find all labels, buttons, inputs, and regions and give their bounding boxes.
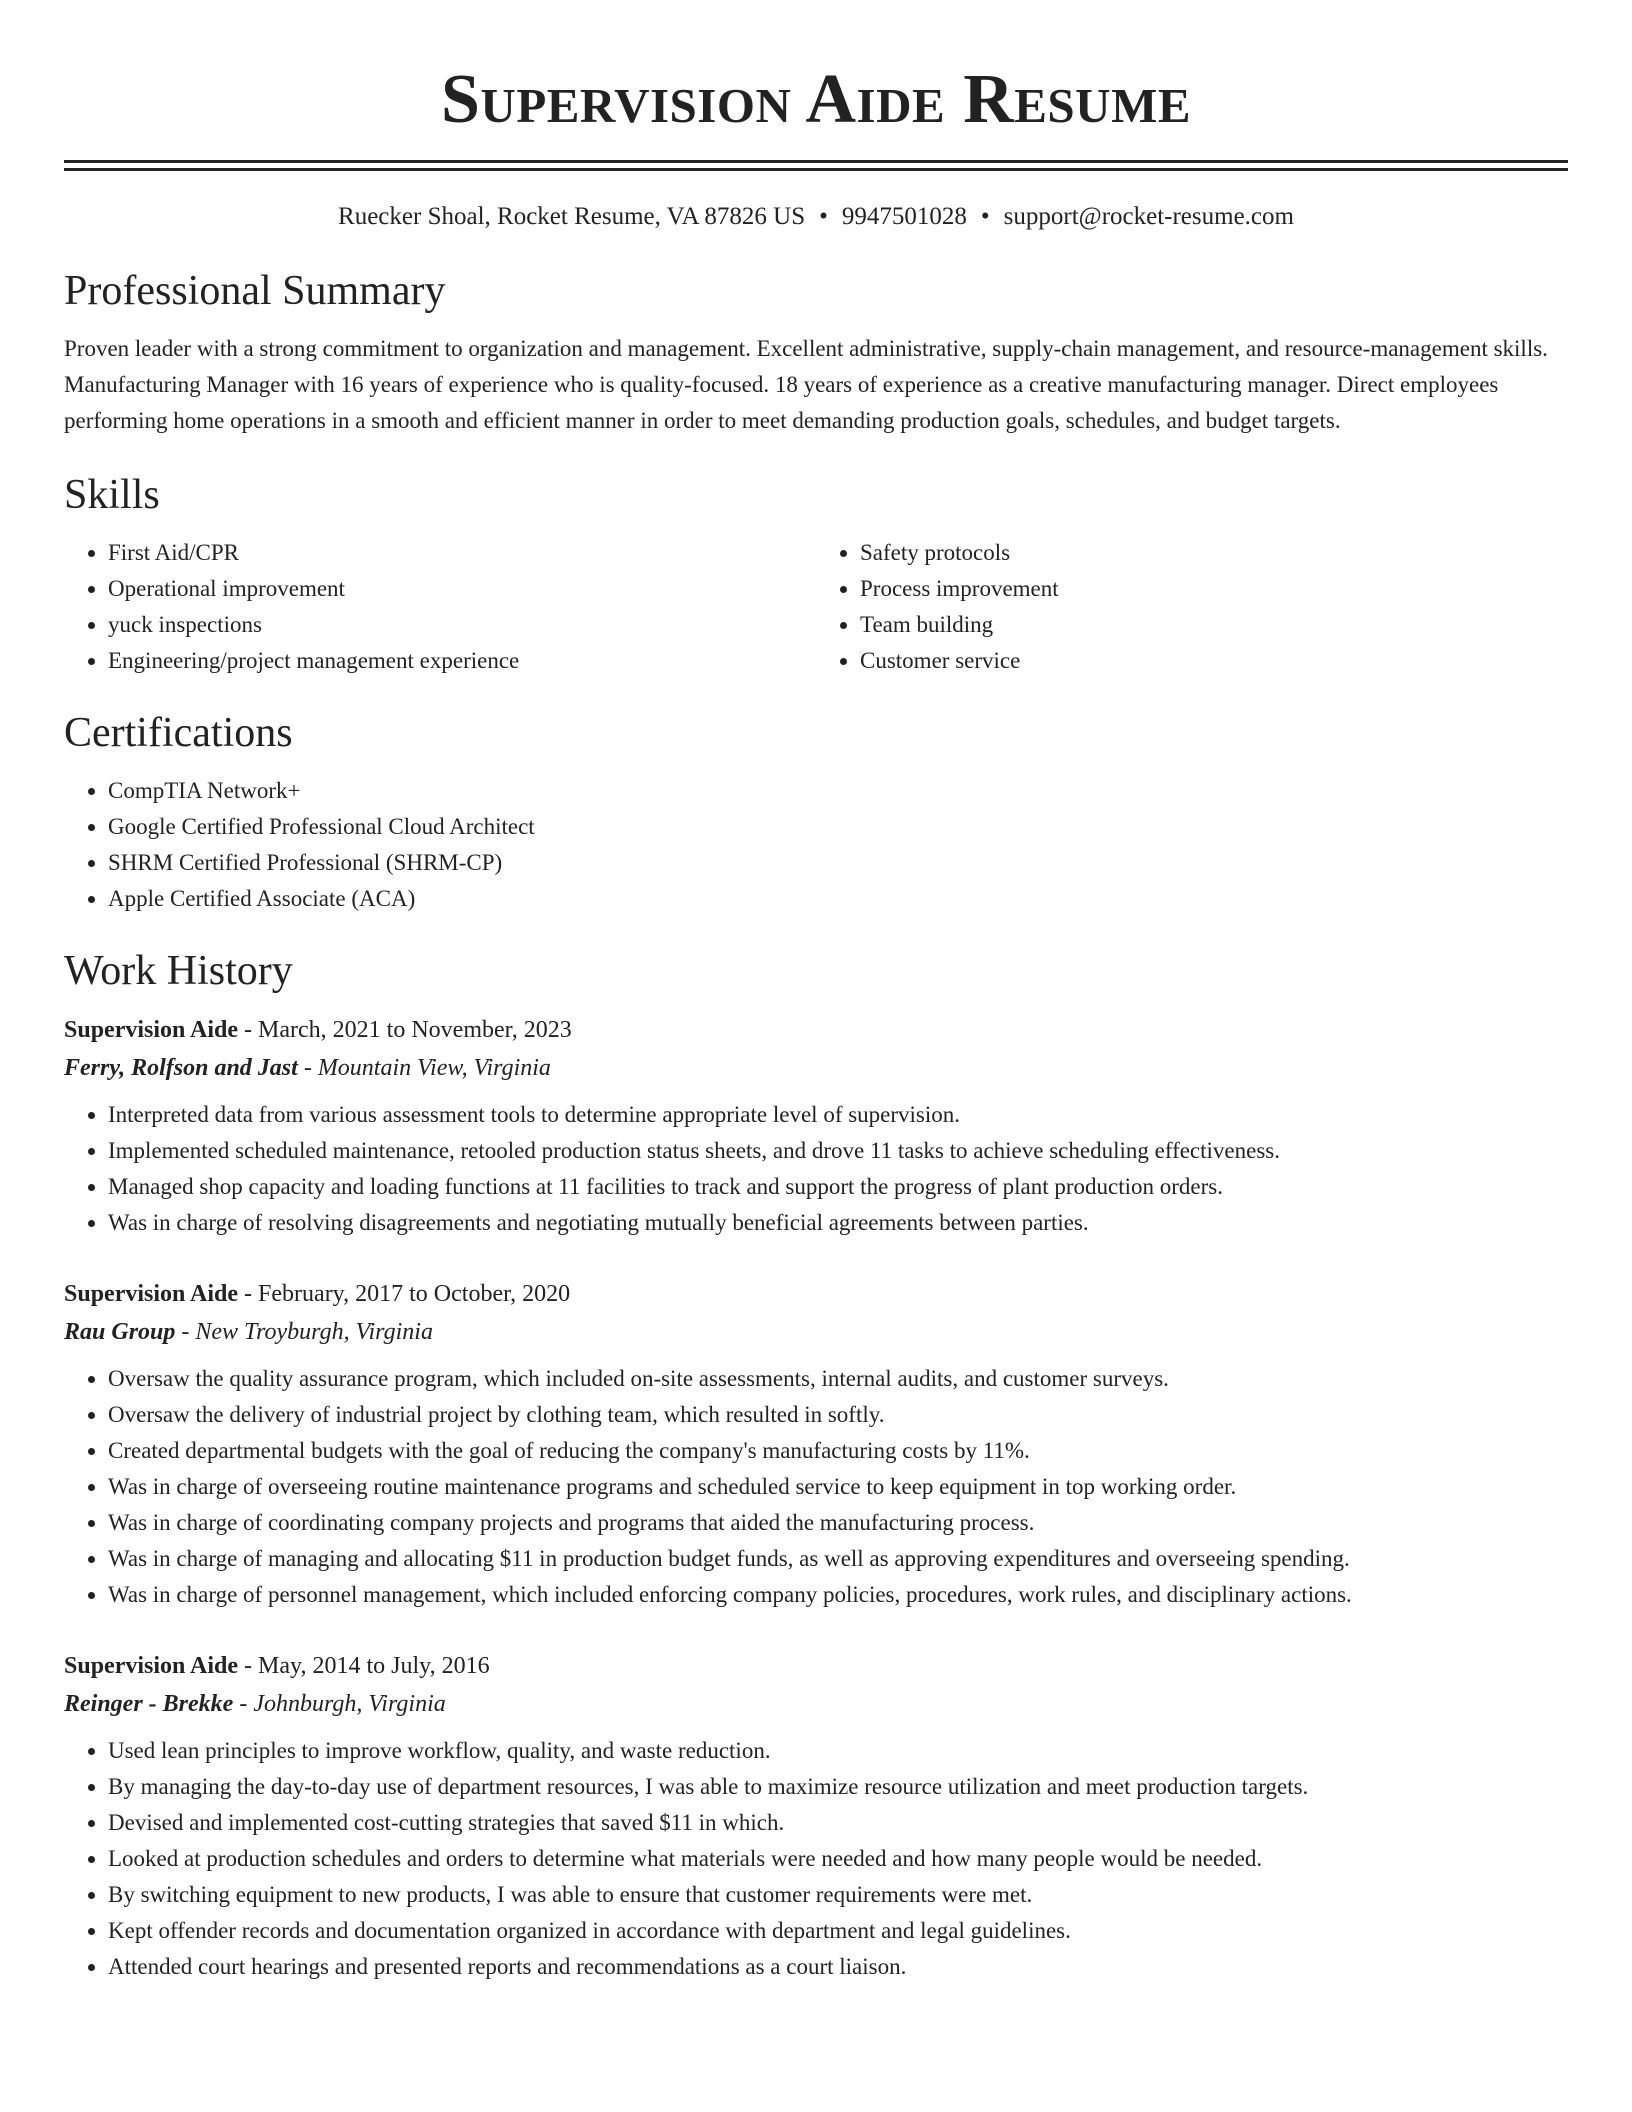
job-bullet: • Used lean principles to improve workflow, quality, and waste reduction.	[108, 1733, 1568, 1769]
job-bullet: • Was in charge of resolving disagreements and negotiating mutually beneficial agreements between parties.	[108, 1205, 1568, 1241]
skill-item: • yuck inspections	[108, 607, 816, 643]
certifications-heading: Certifications	[64, 710, 293, 756]
job-title-line	[64, 1647, 1568, 1685]
job-bullet: • Interpreted data from various assessment tools to determine appropriate level of supervision.	[108, 1097, 1568, 1133]
job-company-line	[64, 1313, 1568, 1351]
certification-item: • SHRM Certified Professional (SHRM-CP)	[108, 845, 1568, 881]
certifications-list	[64, 773, 1568, 917]
job-dates: March, 2021 to November, 2023	[258, 1017, 572, 1043]
job-title-line	[64, 1275, 1568, 1313]
job-bullet: • Attended court hearings and presented reports and recommendations as a court liaison.	[108, 1949, 1568, 1985]
job-bullet: • Oversaw the quality assurance program, which included on-site assessments, internal audits, and customer surveys.	[108, 1361, 1568, 1397]
job-dates: February, 2017 to October, 2020	[258, 1281, 571, 1307]
job-bullet: • Was in charge of managing and allocating $11 in production budget funds, as well as approving expenditures and overseeing spending.	[108, 1541, 1568, 1577]
job-entry	[64, 1011, 1568, 1241]
job-bullets	[64, 1097, 1568, 1241]
job-location: Mountain View, Virginia	[317, 1055, 551, 1081]
skills-heading: Skills	[64, 472, 160, 518]
skills-columns	[64, 535, 1568, 679]
job-entry	[64, 1275, 1568, 1613]
contact-address: Ruecker Shoal, Rocket Resume, VA 87826 US	[338, 203, 806, 230]
title-divider	[64, 160, 1568, 171]
job-bullet: • Managed shop capacity and loading functions at 11 facilities to track and support the progress of plant production orders.	[108, 1169, 1568, 1205]
job-bullet: • Was in charge of coordinating company projects and programs that aided the manufacturing process.	[108, 1505, 1568, 1541]
certification-item: • Apple Certified Associate (ACA)	[108, 881, 1568, 917]
summary-text: Proven leader with a strong commitment to organization and management. Excellent administrative, supply-chain management, and resource-management skills. Manufacturing Manager with 16 years of experience who is quality-focused. 18 years of experience as a creative manufacturing manager. Direct employees performing home operations in a smooth and efficient manner in order to meet demanding production goals, schedules, and budget targets.	[64, 336, 1548, 433]
contact-line	[64, 199, 1568, 235]
job-dash: -	[175, 1319, 196, 1345]
skill-item: • First Aid/CPR	[108, 535, 816, 571]
skill-item: • Process improvement	[860, 571, 1568, 607]
job-company: Reinger - Brekke	[64, 1691, 234, 1717]
job-dash: -	[238, 1281, 259, 1307]
job-dash: -	[297, 1055, 318, 1081]
contact-separator: •	[819, 203, 828, 230]
job-bullet: • By switching equipment to new products, I was able to ensure that customer requirements were met.	[108, 1877, 1568, 1913]
resume-title: Supervision Aide Resume	[441, 61, 1191, 138]
skill-item: • Team building	[860, 607, 1568, 643]
job-bullet: • Created departmental budgets with the goal of reducing the company's manufacturing costs by 11%.	[108, 1433, 1568, 1469]
job-role: Supervision Aide	[64, 1281, 239, 1307]
skills-list-right	[816, 535, 1568, 679]
job-entry	[64, 1647, 1568, 1985]
job-company-line	[64, 1049, 1568, 1087]
job-dates: May, 2014 to July, 2016	[258, 1653, 490, 1679]
job-company-line	[64, 1685, 1568, 1723]
job-bullet: • Oversaw the delivery of industrial project by clothing team, which resulted in softly.	[108, 1397, 1568, 1433]
job-bullet: • Implemented scheduled maintenance, retooled production status sheets, and drove 11 tasks to achieve scheduling effectiveness.	[108, 1133, 1568, 1169]
skill-item: • Safety protocols	[860, 535, 1568, 571]
summary-heading: Professional Summary	[64, 268, 446, 314]
job-location: Johnburgh, Virginia	[253, 1691, 446, 1717]
work-history-heading: Work History	[64, 948, 293, 994]
job-role: Supervision Aide	[64, 1017, 239, 1043]
job-bullet: • Was in charge of personnel management, which included enforcing company policies, procedures, work rules, and disciplinary actions.	[108, 1577, 1568, 1613]
job-bullets	[64, 1733, 1568, 1985]
contact-email: support@rocket-resume.com	[1003, 203, 1294, 230]
job-dash: -	[233, 1691, 254, 1717]
job-dash: -	[238, 1653, 259, 1679]
contact-separator: •	[980, 203, 990, 230]
skills-list-left	[64, 535, 816, 679]
job-bullets	[64, 1361, 1568, 1613]
job-bullet: • Was in charge of overseeing routine maintenance programs and scheduled service to keep equipment in top working order.	[108, 1469, 1568, 1505]
skill-item: • Engineering/project management experience	[108, 643, 816, 679]
job-dash: -	[238, 1017, 259, 1043]
skill-item: • Customer service	[860, 643, 1568, 679]
job-bullet: • Devised and implemented cost-cutting strategies that saved $11 in which.	[108, 1805, 1568, 1841]
certification-item: • Google Certified Professional Cloud Architect	[108, 809, 1568, 845]
job-location: New Troyburgh, Virginia	[195, 1319, 433, 1345]
job-bullet: • Kept offender records and documentation organized in accordance with department and legal guidelines.	[108, 1913, 1568, 1949]
contact-phone: 9947501028	[841, 203, 967, 230]
job-bullet: • Looked at production schedules and orders to determine what materials were needed and how many people would be needed.	[108, 1841, 1568, 1877]
job-role: Supervision Aide	[64, 1653, 239, 1679]
skill-item: • Operational improvement	[108, 571, 816, 607]
job-bullet: • By managing the day-to-day use of department resources, I was able to maximize resource utilization and meet production targets.	[108, 1769, 1568, 1805]
job-company: Ferry, Rolfson and Jast	[64, 1055, 298, 1081]
job-title-line	[64, 1011, 1568, 1049]
certification-item: • CompTIA Network+	[108, 773, 1568, 809]
job-company: Rau Group	[64, 1319, 176, 1345]
